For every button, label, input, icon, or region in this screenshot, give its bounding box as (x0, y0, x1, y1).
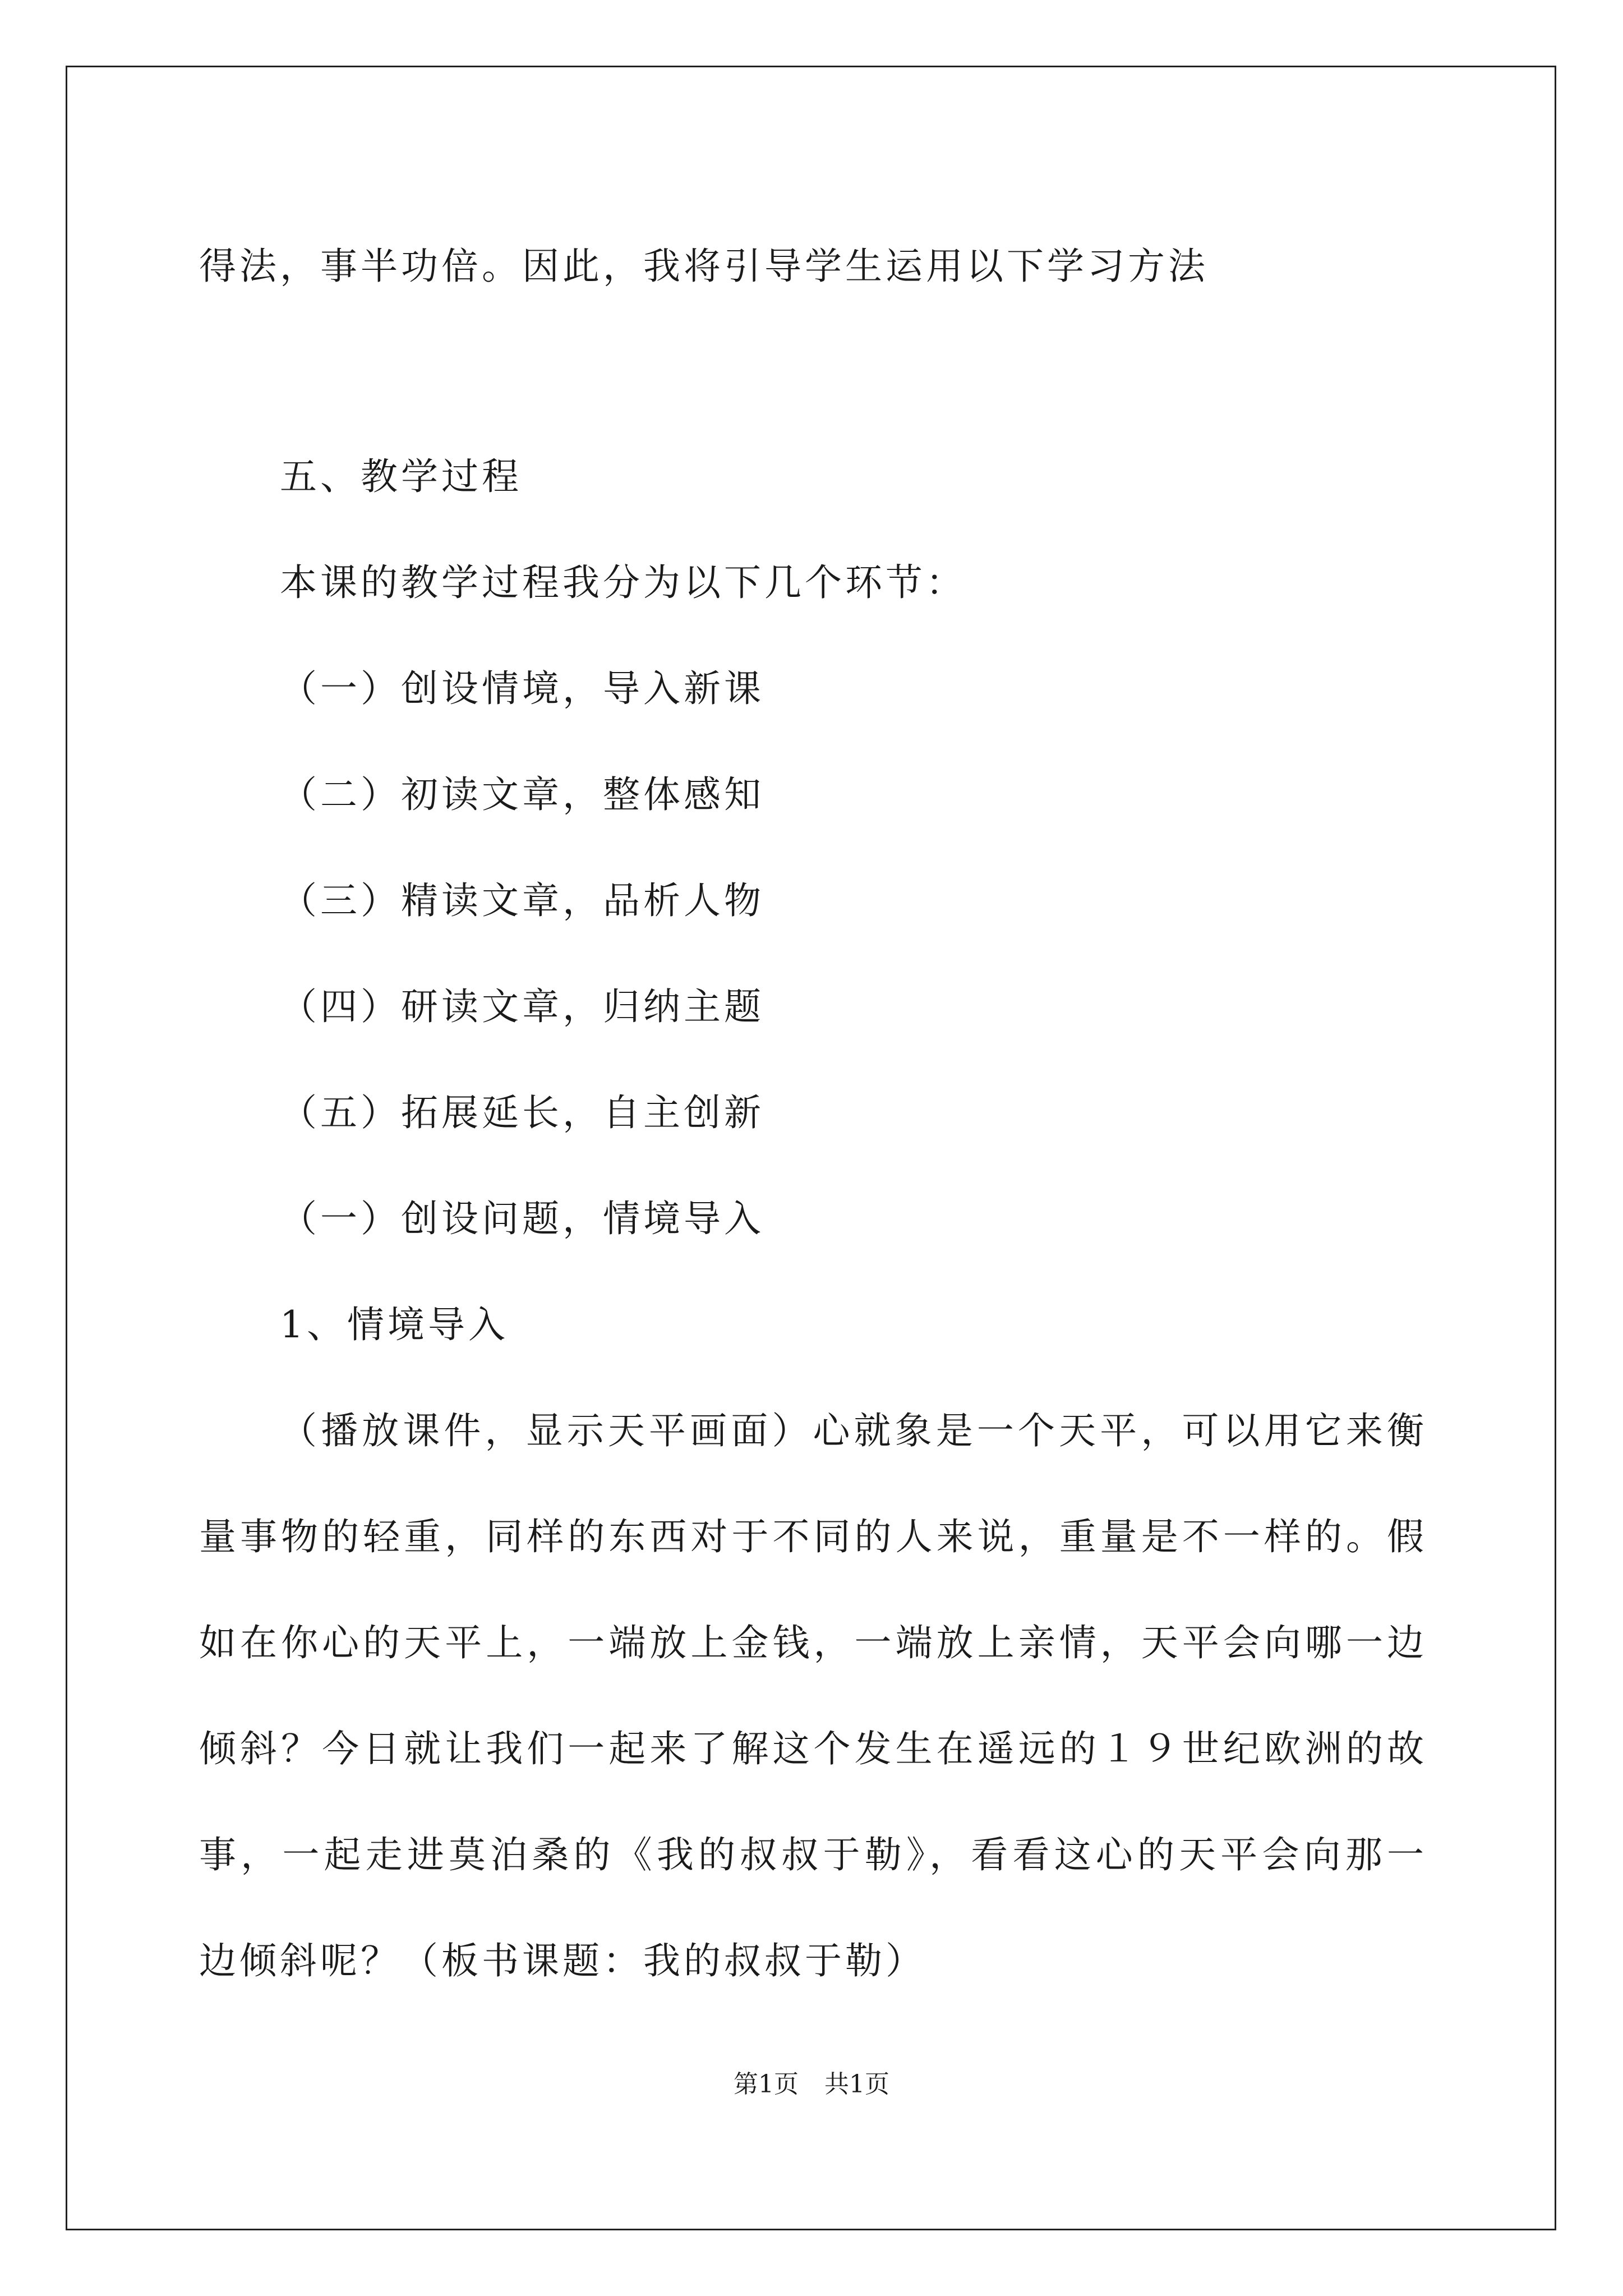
document-body (199, 213, 1427, 2014)
step-item-1: （一）创设情境，导入新课 (280, 667, 764, 710)
page-number: 第1页 (734, 2070, 799, 2099)
page-footer (0, 2068, 1623, 2101)
step-item-2: （二）初读文章，整体感知 (280, 773, 764, 816)
sub-item-heading: 1、情境导入 (280, 1303, 509, 1346)
intro-line: 本课的教学过程我分为以下几个环节： (280, 561, 966, 604)
step-item-3: （三）精读文章，品析人物 (280, 879, 764, 922)
subsection-heading: （一）创设问题，情境导入 (280, 1197, 764, 1240)
body-paragraph: （播放课件，显示天平画面）心就象是一个天平，可以用它来衡量事物的轻重，同样的东西对于不同的人来说，重量是不一样的。假如在你心的天平上，一端放上金钱，一端放上亲情，天平会向哪一边倾斜？今日就让我们一起来了解这个发生在遥远的１９世纪欧洲的故事，一起走进莫泊桑的《我的叔叔于勒》，看看这心的天平会向那一边倾斜呢？（板书课题：我的叔叔于勒） (199, 1409, 1427, 1982)
step-item-5: （五）拓展延长，自主创新 (280, 1091, 764, 1134)
page-total: 共1页 (824, 2070, 889, 2099)
step-item-4: （四）研读文章，归纳主题 (280, 985, 764, 1028)
text-line-continuation: 得法，事半功倍。因此，我将引导学生运用以下学习方法 (199, 245, 1209, 288)
section-heading: 五、教学过程 (280, 455, 522, 498)
